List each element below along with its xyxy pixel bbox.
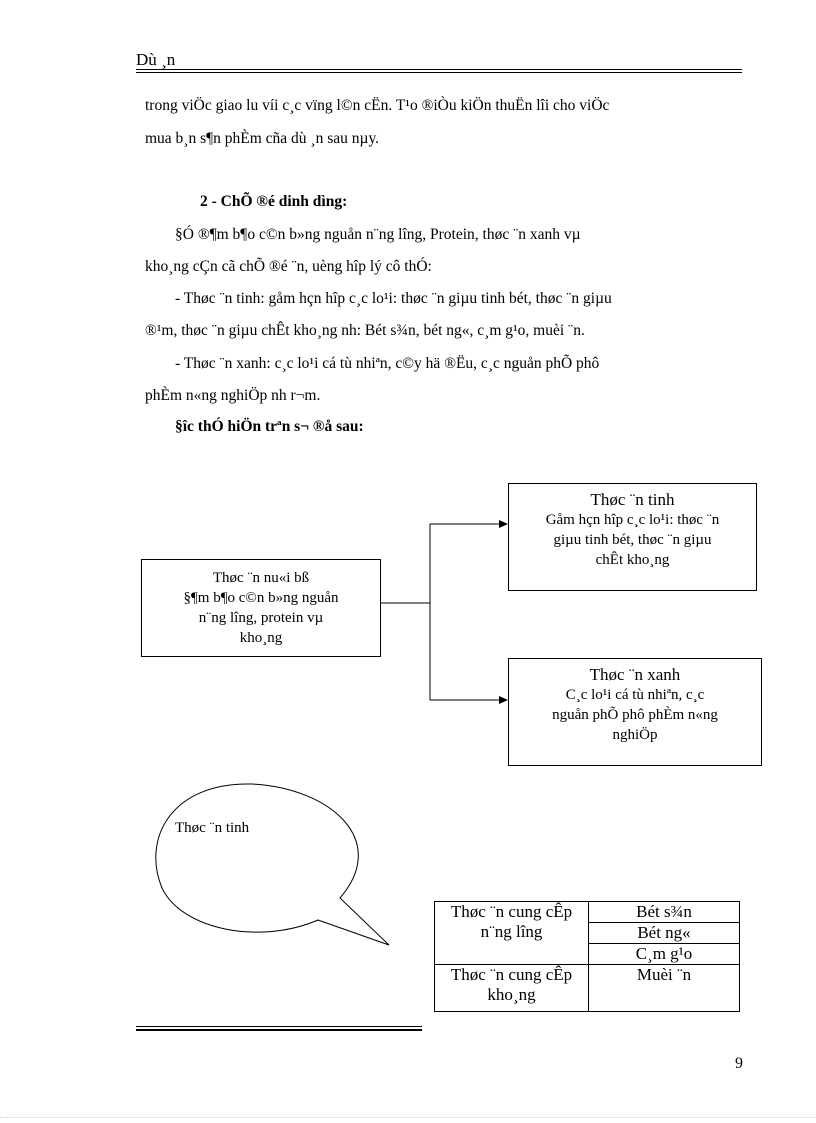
page-bottom-dotted-line (0, 1117, 816, 1118)
page-header-title: Dù ¸n (136, 50, 176, 69)
callout-bubble-shape (156, 784, 389, 945)
body-line-8: phÈm n«ng nghiÖp nh r¬m. (145, 387, 321, 404)
bottom-box-line-2: nguån phÕ phô phÈm n«ng (552, 707, 718, 723)
top-box-line-3: chÊt kho¸ng (595, 552, 670, 568)
left-box-line-4: kho¸ng (239, 630, 283, 646)
table-row (435, 902, 740, 923)
arrow-bottom-icon (499, 696, 508, 704)
top-box-line-2: giµu tinh bét, thøc ¨n giµu (553, 532, 712, 548)
diagram-top-box (508, 483, 757, 591)
bottom-box-line-1: C¸c lo¹i cá tù nhiªn, c¸c (565, 687, 705, 703)
body-line-5: - Thøc ¨n tinh: gåm hçn hîp c¸c lo¹i: thøc ¨n giµu tinh bét, thøc ¨n giµu (175, 290, 612, 307)
table-row (435, 965, 740, 1012)
diagram-bottom-box (508, 658, 762, 766)
body-line-4: kho¸ng cÇn cã chÕ ®é ¨n, uèng hîp lý cô thÓ: (145, 258, 432, 275)
left-box-line-3: n¨ng lîng, protein vµ (198, 610, 324, 626)
energy-item-2: Bét ng« (589, 923, 740, 944)
energy-item-1: Bét s¾n (589, 902, 740, 923)
bottom-box-line-3: nghiÖp (612, 727, 658, 743)
mineral-label-cell: Thøc ¨n cung cÊp kho¸ng (435, 965, 589, 1012)
footer-rule-bottom (136, 1029, 422, 1031)
energy-label-cell: Thøc ¨n cung cÊp n¨ng lîng (435, 902, 589, 965)
body-line-1: trong viÖc giao lu víi c¸c vïng l©n cËn. T¹o ®iÒu kiÖn thuËn lîi cho viÖc (145, 97, 610, 114)
left-box-line-1: Thøc ¨n nu«i bß (212, 570, 310, 586)
body-line-2: mua b¸n s¶n phÈm cña dù ¸n sau nµy. (145, 130, 380, 147)
top-box-line-1: Gåm hçn hîp c¸c lo¹i: thøc ¨n (545, 512, 720, 528)
arrow-top-icon (499, 520, 508, 528)
body-line-7: - Thøc ¨n xanh: c¸c lo¹i cá tù nhiªn, c©y hä ®Ëu, c¸c nguån phÕ phô (175, 355, 600, 372)
callout-bubble (140, 770, 400, 960)
top-box-title: Thøc ¨n tinh (590, 490, 675, 509)
diagram-heading: §îc thÓ hiÖn trªn s¬ ®å sau: (175, 418, 364, 435)
footer-rule-top (136, 1026, 422, 1027)
left-box-line-2: §¶m b¶o c©n b»ng nguån (183, 590, 339, 606)
section-heading: 2 - ChÕ ®é dinh dìng: (200, 193, 348, 210)
body-line-6: ®¹m, thøc ¨n giµu chÊt kho¸ng nh: Bét s¾n, bét ng«, c¸m g¹o, muèi ¨n. (145, 322, 585, 339)
page-number: 9 (735, 1055, 743, 1072)
bottom-box-title: Thøc ¨n xanh (589, 665, 681, 684)
feed-table (434, 901, 740, 1012)
mineral-item-1: Muèi ¨n (589, 965, 740, 1012)
body-line-3: §Ó ®¶m b¶o c©n b»ng nguån n¨ng lîng, Protein, thøc ¨n xanh vµ (175, 226, 581, 243)
callout-text: Thøc ¨n tinh (175, 820, 250, 836)
diagram-left-box (141, 559, 381, 657)
energy-item-3: C¸m g¹o (589, 944, 740, 965)
